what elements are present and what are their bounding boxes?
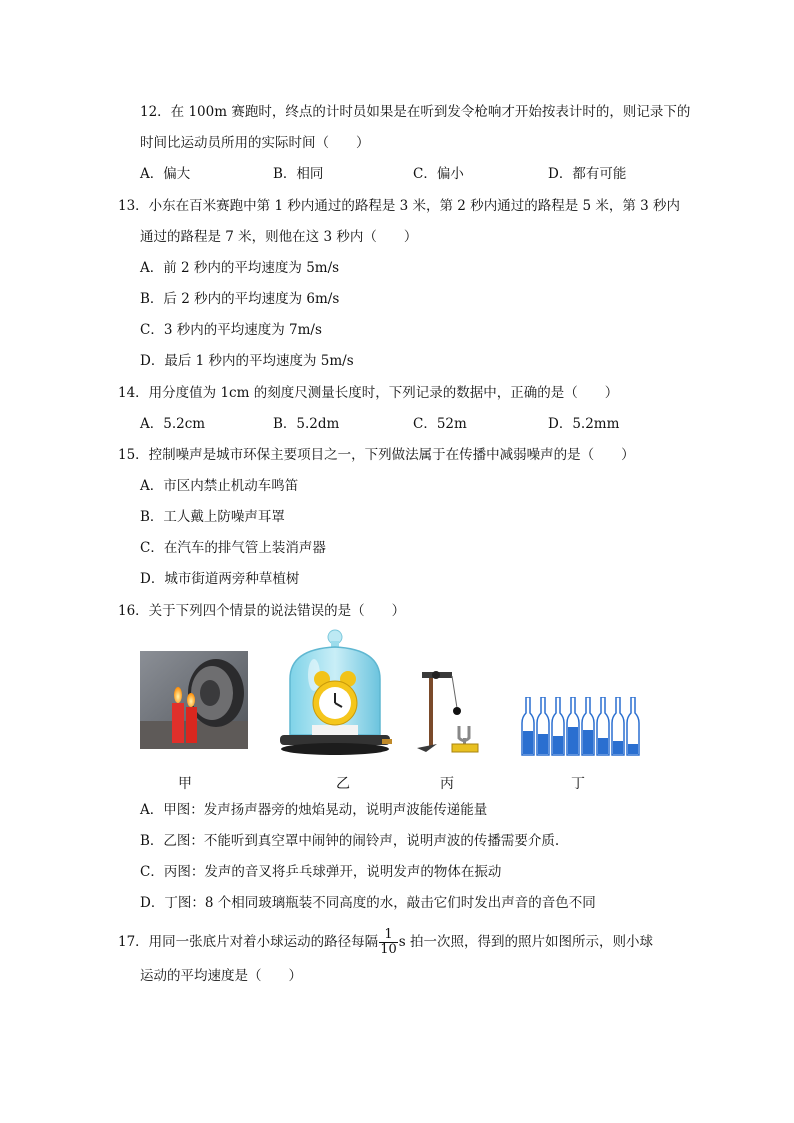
q14-option-a: A．5.2cm [140, 416, 206, 432]
caption-ding: 丁 [571, 776, 585, 792]
q15-option-c: C．在汽车的排气管上装消声器 [140, 540, 326, 556]
q12-stem-line1: 12．在 100m 赛跑时，终点的计时员如果是在听到发令枪响才开始按表计时的，则记录下的 [140, 104, 691, 120]
q14-option-c: C．52m [413, 416, 467, 432]
q15-option-d: D．城市街道两旁种草植树 [140, 571, 300, 587]
q13-stem-line1: 13．小东在百米赛跑中第 1 秒内通过的路程是 3 米，第 2 秒内通过的路程是 5 米，第 3 秒内 [118, 198, 681, 214]
figure-ding-bottles [520, 697, 640, 757]
figure-bing-tuning-fork [412, 668, 480, 756]
bottles-group [522, 697, 639, 755]
q17-stem-line2: 运动的平均速度是（ ） [140, 968, 302, 984]
q12-option-d: D．都有可能 [548, 166, 627, 182]
q15-stem: 15．控制噪声是城市环保主要项目之一，下列做法属于在传播中减弱噪声的是（ ） [118, 447, 635, 463]
q12-option-b: B．相同 [273, 166, 324, 182]
q15-option-b: B．工人戴上防噪声耳罩 [140, 509, 285, 525]
caption-yi: 乙 [336, 776, 350, 792]
q17-stem-post: s 拍一次照，得到的照片如图所示，则小球 [398, 934, 653, 950]
q16-option-c: C．丙图：发声的音叉将乒乓球弹开，说明发声的物体在振动 [140, 864, 502, 880]
q17-stem-pre: 17．用同一张底片对着小球运动的路径每隔 [118, 934, 379, 950]
q13-option-d: D．最后 1 秒内的平均速度为 5m/s [140, 353, 354, 369]
q13-option-a: A．前 2 秒内的平均速度为 5m/s [140, 260, 340, 276]
q16-option-a: A．甲图：发声扬声器旁的烛焰晃动，说明声波能传递能量 [140, 802, 488, 818]
q14-option-d: D．5.2mm [548, 416, 620, 432]
q13-stem-line2: 通过的路程是 7 米，则他在这 3 秒内（ ） [140, 229, 418, 245]
q14-stem: 14．用分度值为 1cm 的刻度尺测量长度时，下列记录的数据中，正确的是（ ） [118, 385, 619, 401]
caption-bing: 丙 [440, 776, 454, 792]
q13-option-b: B．后 2 秒内的平均速度为 6m/s [140, 291, 340, 307]
q13-option-c: C．3 秒内的平均速度为 7m/s [140, 322, 322, 338]
figure-yi-bell-jar-clock [278, 627, 392, 759]
caption-jia: 甲 [178, 776, 192, 792]
q17-fraction [379, 928, 398, 957]
q16-stem: 16．关于下列四个情景的说法错误的是（ ） [118, 603, 406, 619]
q12-option-c: C．偏小 [413, 166, 464, 182]
q17-fraction-numerator: 1 [379, 928, 398, 943]
q12-option-a: A．偏大 [140, 166, 191, 182]
q16-option-d: D．丁图：8 个相同玻璃瓶装不同高度的水，敲击它们时发出声音的音色不同 [140, 895, 596, 911]
q16-option-b: B．乙图：不能听到真空罩中闹钟的闹铃声，说明声波的传播需要介质. [140, 833, 560, 849]
q17-stem-line1 [118, 925, 653, 959]
q17-fraction-denominator: 10 [380, 942, 397, 957]
q12-stem-line2: 时间比运动员所用的实际时间（ ） [140, 135, 370, 151]
figure-jia-speaker-candles [140, 651, 248, 749]
q14-option-b: B．5.2dm [273, 416, 340, 432]
q15-option-a: A．市区内禁止机动车鸣笛 [140, 478, 299, 494]
